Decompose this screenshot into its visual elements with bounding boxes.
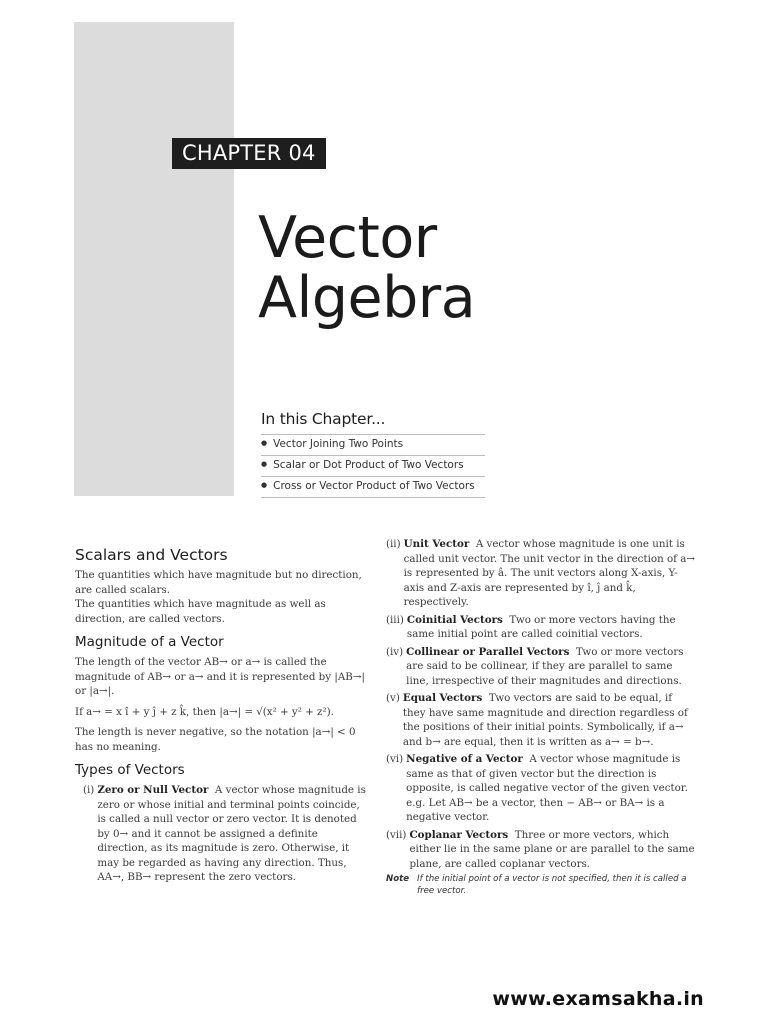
item-body bbox=[404, 537, 696, 610]
item-number: (iii) bbox=[386, 613, 404, 626]
item-text: A vector whose magnitude is one unit is called unit vector. The unit vector in the direction of a→ is represented by â. The unit vectors along X-axis, Y-axis and Z-axis are represented by î, ĵ and k̂, respectively. bbox=[403, 538, 696, 608]
item-title: Negative of a Vector bbox=[406, 753, 523, 765]
item-title: Coinitial Vectors bbox=[406, 613, 503, 626]
item-body bbox=[406, 752, 696, 825]
item-text: Two or more vectors having the same initial point are called coinitial vectors. bbox=[406, 613, 676, 640]
item-number: (ii) bbox=[386, 538, 401, 550]
note-box bbox=[386, 874, 696, 897]
item-number: (vi) bbox=[386, 753, 404, 765]
vector-type-item bbox=[386, 691, 696, 749]
website-footer: www.examsakha.in bbox=[492, 988, 704, 1010]
item-number: (i) bbox=[83, 784, 95, 796]
chapter-contents-item: ● Scalar or Dot Product of Two Vectors bbox=[261, 456, 485, 477]
chapter-title bbox=[258, 205, 476, 331]
note-label: Note bbox=[386, 874, 410, 884]
item-text: Two or more vectors are said to be collinear, if they are parallel to same line, irrespective of their magnitudes and directions. bbox=[406, 645, 684, 687]
item-title: Zero or Null Vector bbox=[97, 784, 209, 796]
magnitude-paragraph: The length of the vector AB→ or a→ is called the magnitude of AB→ or a→ and it is represented by |AB→| or |a→|. bbox=[75, 656, 365, 697]
item-text: A vector whose magnitude is same as that of given vector but the direction is opposite, is called negative vector of the given vector. e.g. Let AB→ be a vector, then − AB→ or BA→ is a negative vector. bbox=[406, 753, 688, 823]
item-title: Equal Vectors bbox=[402, 692, 483, 704]
title-line-1: Vector bbox=[258, 205, 437, 271]
item-title: Coplanar Vectors bbox=[409, 828, 509, 841]
item-number: (iv) bbox=[386, 645, 404, 658]
item-title: Unit Vector bbox=[403, 538, 470, 550]
chapter-contents-list bbox=[261, 434, 485, 498]
vector-type-item bbox=[386, 752, 696, 825]
item-body bbox=[97, 783, 370, 885]
left-column bbox=[75, 544, 370, 888]
scalars-paragraph: The quantities which have magnitude but no direction, are called scalars. bbox=[75, 569, 362, 596]
item-text: Three or more vectors, which either lie in the same plane or are parallel to the same plane, are called coplanar vectors. bbox=[409, 828, 695, 870]
item-text: Two vectors are said to be equal, if they have same magnitude and direction regardless of the positions of their initial points. Symbolically, if a→ and b→ are equal, then it is written as a→ = b→. bbox=[402, 692, 688, 748]
chapter-header-band bbox=[74, 22, 234, 496]
chapter-label: CHAPTER 04 bbox=[172, 138, 326, 169]
types-of-vectors-heading: Types of Vectors bbox=[75, 762, 185, 778]
in-this-chapter-box bbox=[261, 410, 485, 498]
magnitude-formula: If a→ = x î + y ĵ + z k̂, then |a→| = √(x² + y² + z²). bbox=[75, 705, 334, 718]
in-this-chapter-heading: In this Chapter... bbox=[261, 410, 386, 428]
item-number: (vii) bbox=[386, 828, 407, 841]
magnitude-note-paragraph: The length is never negative, so the notation |a→| < 0 has no meaning. bbox=[75, 726, 356, 753]
vector-type-item bbox=[386, 537, 696, 610]
chapter-contents-item: ● Cross or Vector Product of Two Vectors bbox=[261, 477, 485, 498]
title-line-2: Algebra bbox=[258, 265, 476, 331]
item-body bbox=[409, 828, 696, 872]
item-number: (v) bbox=[386, 692, 400, 704]
right-column bbox=[386, 537, 696, 897]
note-text: If the initial point of a vector is not specified, then it is called a free vector. bbox=[417, 874, 687, 896]
item-body bbox=[406, 645, 696, 689]
vector-type-item bbox=[386, 645, 696, 689]
chapter-contents-item: ● Vector Joining Two Points bbox=[261, 435, 485, 456]
scalars-vectors-heading: Scalars and Vectors bbox=[75, 546, 228, 564]
item-body bbox=[407, 613, 696, 642]
vector-type-item bbox=[386, 613, 696, 642]
item-body bbox=[403, 691, 696, 749]
vectors-paragraph: The quantities which have magnitude as well as direction, are called vectors. bbox=[75, 598, 326, 625]
vector-type-item bbox=[75, 783, 370, 885]
magnitude-heading: Magnitude of a Vector bbox=[75, 634, 224, 650]
item-title: Collinear or Parallel Vectors bbox=[406, 645, 570, 658]
vector-type-item bbox=[386, 828, 696, 872]
item-text: A vector whose magnitude is zero or whose initial and terminal points coincide, is called a null vector or zero vector. It is denoted by 0→ and it cannot be assigned a definite direction, as its magnitude is zero. Otherwise, it may be regarded as having any direction. Thus, AA→, BB→ represent the zero vectors. bbox=[97, 784, 366, 883]
